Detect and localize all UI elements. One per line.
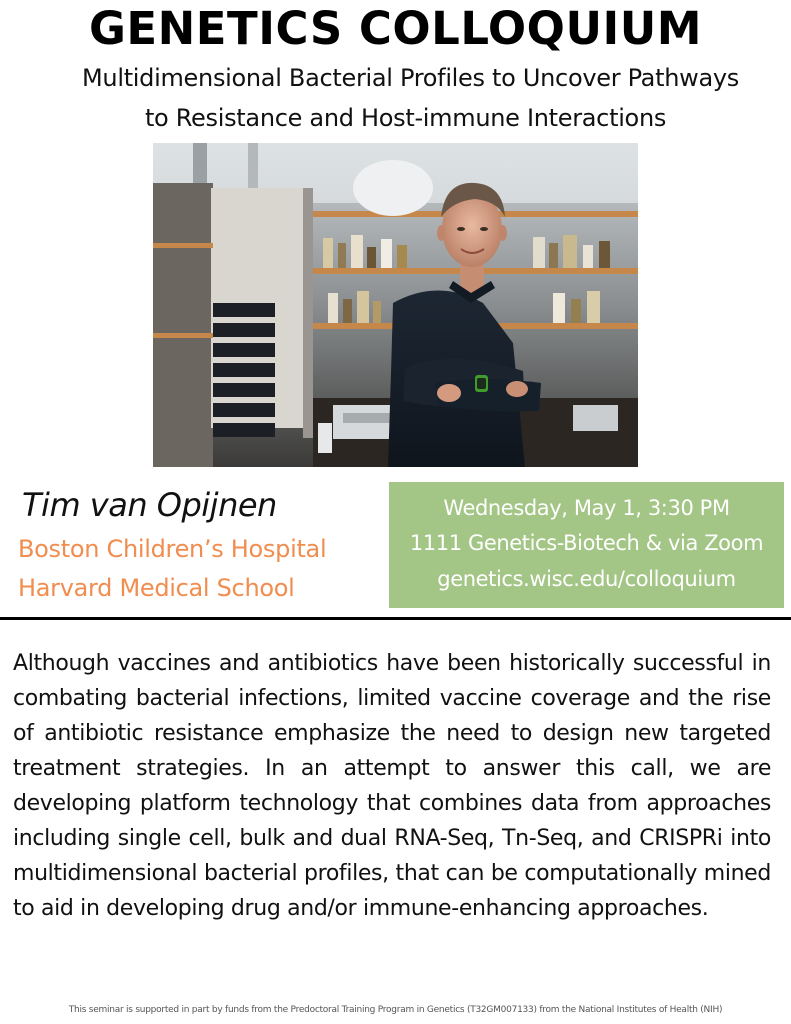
event-url[interactable]: genetics.wisc.edu/colloquium (437, 567, 736, 591)
event-details-box (389, 482, 784, 608)
section-divider (0, 617, 791, 620)
talk-title-line-2: to Resistance and Host-immune Interactions (144, 104, 667, 132)
event-location: 1111 Genetics-Biotech & via Zoom (409, 531, 764, 555)
speaker-name: Tim van Opijnen (22, 486, 277, 524)
speaker-affiliation-1: Boston Children’s Hospital (18, 535, 327, 563)
event-datetime: Wednesday, May 1, 3:30 PM (443, 496, 730, 520)
page-title: GENETICS COLLOQUIUM (88, 2, 703, 55)
speaker-affiliation-2: Harvard Medical School (18, 574, 295, 602)
funding-footer: This seminar is supported in part by funds from the Predoctoral Training Program in Genetics (T32GM007133) from the National Institutes of Health (NIH) (68, 1005, 723, 1015)
talk-title-line-1: Multidimensional Bacterial Profiles to Uncover Pathways (82, 64, 739, 92)
speaker-photo (153, 143, 638, 467)
talk-abstract: Although vaccines and antibiotics have been historically successful in combating bacterial infections, limited vaccine coverage and the rise of antibiotic resistance emphasize the need to design new targeted treatment strategies. In an attempt to answer this call, we are developing platform technology that combines data from approaches including single cell, bulk and dual RNA-Seq, Tn-Seq, and CRISPRi into multidimensional bacterial profiles, that can be computationally mined to aid in developing drug and/or immune-enhancing approaches. (13, 651, 771, 921)
